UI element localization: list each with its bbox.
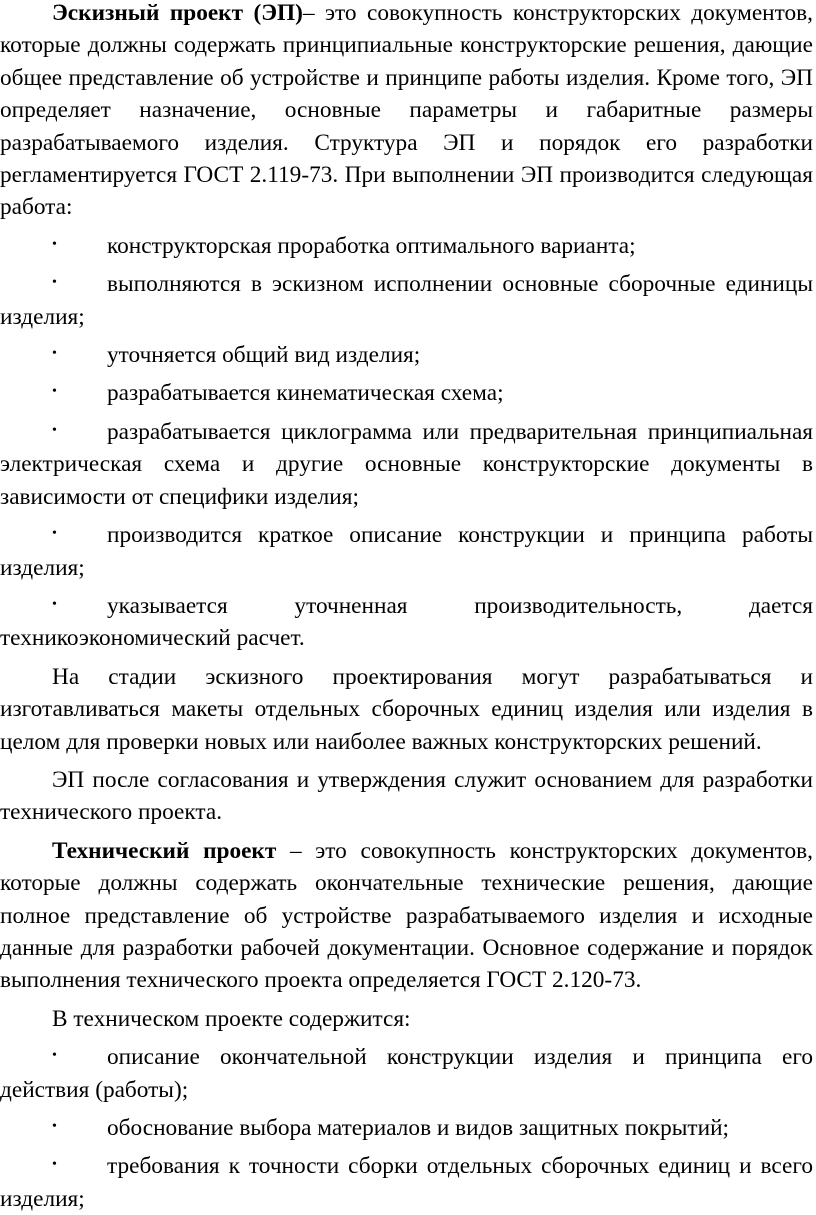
term-technical-project: Технический проект (52, 837, 277, 864)
list-item (0, 1150, 813, 1215)
list-item (0, 416, 813, 513)
bullet-icon: • (52, 596, 57, 612)
paragraph-text: – это совокупность конструкторских документов, которые должны содержать окончательные технические решения, дающие полное представление об устройстве разрабатываемого изделия и исходные данные для разработки рабочей документации. Основное содержание и порядок выполнения технического проекта определяется ГОСТ 2.120-73. (0, 837, 814, 994)
list-item (0, 268, 813, 333)
paragraph-text: В техническом проекте содержится: (52, 1005, 411, 1032)
paragraph-contents-intro (0, 1003, 813, 1035)
paragraph-text: ЭП после согласования и утверждения служит основанием для разработки технического проекта. (0, 766, 813, 826)
list-item-text: требования к точности сборки отдельных сборочных единиц и всего изделия; (0, 1153, 813, 1212)
bullet-icon: • (52, 526, 57, 542)
bullet-icon: • (52, 236, 57, 252)
bullet-icon: • (52, 1119, 57, 1134)
list-item-text: описание окончательной конструкции изделия и принципа его действия (работы); (0, 1044, 813, 1103)
list-item-text: конструкторская проработка оптимального варианта; (107, 232, 636, 259)
list-item-text: указывается уточненная производительность, дается техникоэкономический расчет. (0, 592, 813, 652)
list-item (0, 590, 813, 655)
term-sketch-project: Эскизный проект (ЭП) (52, 0, 303, 26)
bullet-icon: • (52, 422, 57, 438)
list-item-text: уточняется общий вид изделия; (107, 342, 421, 369)
list-item (0, 1112, 813, 1144)
list-item-text: разрабатывается циклограмма или предварительная принципиальная электрическая схема и другие основные конструкторские документы в зависимости от специфики изделия; (0, 418, 813, 510)
list-item (0, 377, 813, 409)
paragraph-text: – это совокупность конструкторских документов, которые должны содержать принципиальные конструкторские решения, дающие общее представление об устройстве и принципе работы изделия. Кроме того, ЭП определяет назначение, основные параметры и габаритные размеры разрабатываемого изделия. Структура ЭП и порядок его разработки регламентируется ГОСТ 2.119-73. При выполнении ЭП производится следующая работа: (0, 0, 813, 221)
paragraph-text: На стадии эскизного проектирования могут разрабатываться и изготавливаться макеты отдельных сборочных единиц изделия или изделия в целом для проверки новых или наиболее важных конструкторских решений. (0, 663, 813, 755)
bullet-icon: • (52, 1048, 57, 1064)
list-item-text: обоснование выбора материалов и видов защитных покрытий; (107, 1115, 730, 1141)
list-item-text: разрабатывается кинематическая схема; (107, 380, 504, 407)
list-item (0, 339, 813, 371)
paragraph-sketch-project (0, 0, 813, 224)
list-item-text: производится краткое описание конструкции и принципа работы изделия; (0, 522, 813, 581)
bullet-icon: • (52, 384, 57, 400)
bullet-icon: • (52, 1157, 57, 1173)
bullet-icon: • (52, 275, 57, 291)
list-item-text: выполняются в эскизном исполнении основные сборочные единицы изделия; (0, 271, 813, 330)
bullet-icon: • (52, 346, 57, 362)
list-item (0, 230, 813, 262)
list-item (0, 519, 813, 584)
list-item (0, 1041, 813, 1106)
paragraph-approval (0, 764, 813, 829)
paragraph-technical-project (0, 835, 813, 997)
paragraph-prototypes (0, 661, 813, 758)
